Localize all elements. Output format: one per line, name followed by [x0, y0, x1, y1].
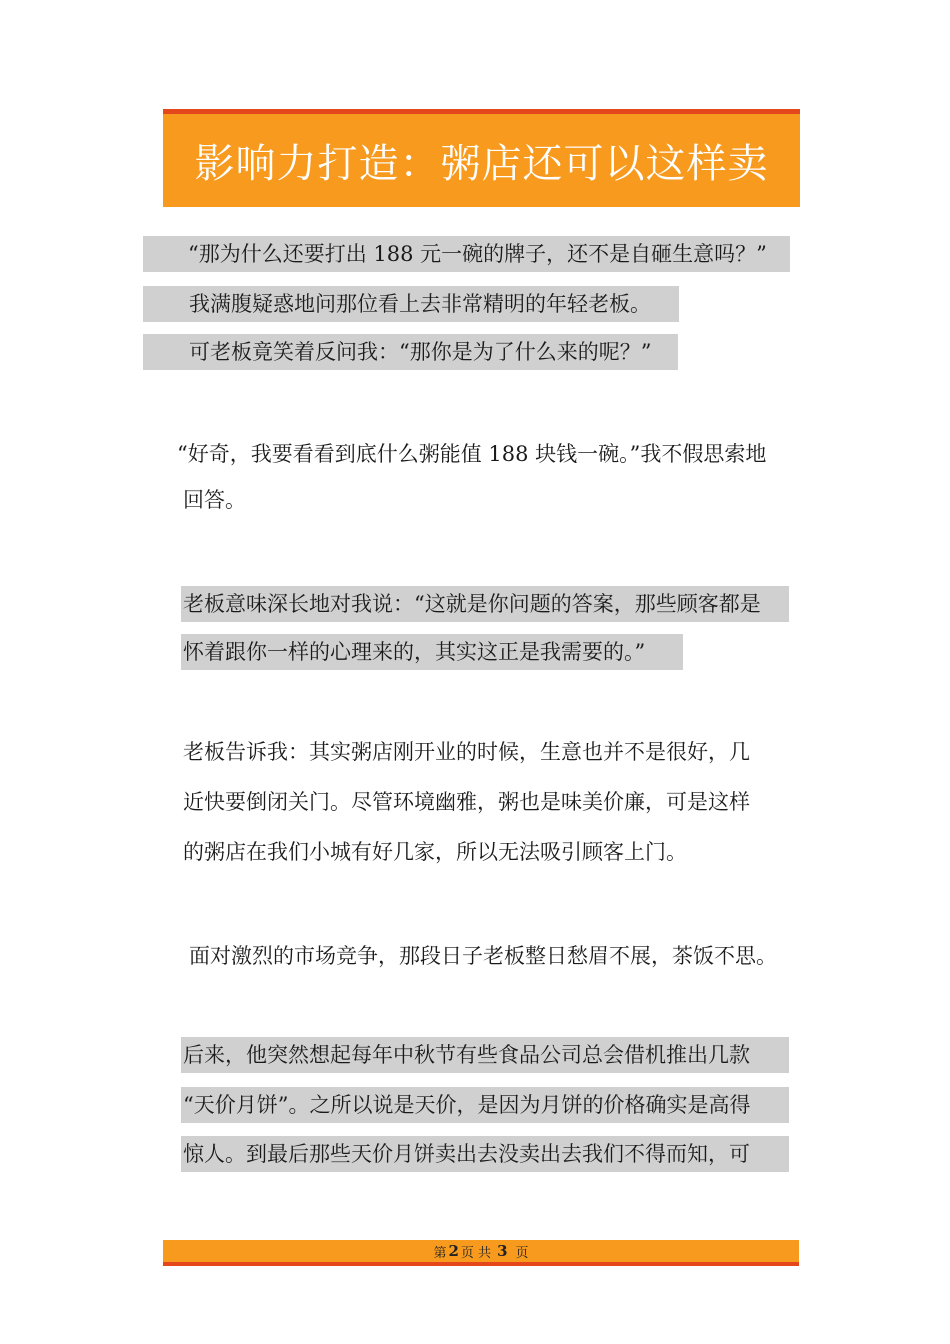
text-line: 惊人。到最后那些天价月饼卖出去没卖出去我们不得而知，可 — [181, 1136, 789, 1172]
text-line: 回答。 — [183, 488, 246, 512]
text-line: “天价月饼”。之所以说是天价，是因为月饼的价格确实是高得 — [181, 1087, 789, 1123]
text-line: 后来，他突然想起每年中秋节有些食品公司总会借机推出几款 — [181, 1037, 789, 1073]
text-line: 我满腹疑惑地问那位看上去非常精明的年轻老板。 — [143, 286, 679, 322]
text-line: 老板告诉我：其实粥店刚开业的时候，生意也并不是很好，几 — [183, 740, 750, 764]
text-line: 怀着跟你一样的心理来的，其实这正是我需要的。” — [181, 634, 683, 670]
footer-middle: 页 共 — [460, 1245, 492, 1261]
text-line: 近快要倒闭关门。尽管环境幽雅，粥也是味美价廉，可是这样 — [183, 790, 750, 814]
footer-prefix: 第 — [433, 1245, 447, 1261]
current-page-number: 2 — [448, 1242, 459, 1260]
text-line: “那为什么还要打出 188 元一碗的牌子，还不是自砸生意吗？” — [143, 236, 790, 272]
total-pages-number: 3 — [497, 1242, 508, 1260]
title-banner — [163, 109, 800, 207]
text-line: 面对激烈的市场竞争，那段日子老板整日愁眉不展，茶饭不思。 — [189, 944, 777, 968]
text-line: 可老板竟笑着反问我：“那你是为了什么来的呢？” — [143, 334, 678, 370]
footer-suffix: 页 — [515, 1245, 529, 1261]
text-line: 的粥店在我们小城有好几家，所以无法吸引顾客上门。 — [183, 840, 687, 864]
text-line: “好奇，我要看看到底什么粥能值 188 块钱一碗。”我不假思索地 — [177, 442, 767, 466]
page-footer — [163, 1240, 799, 1266]
text-line: 老板意味深长地对我说：“这就是你问题的答案，那些顾客都是 — [181, 586, 789, 622]
page-title: 影响力打造：粥店还可以这样卖 — [194, 141, 769, 187]
